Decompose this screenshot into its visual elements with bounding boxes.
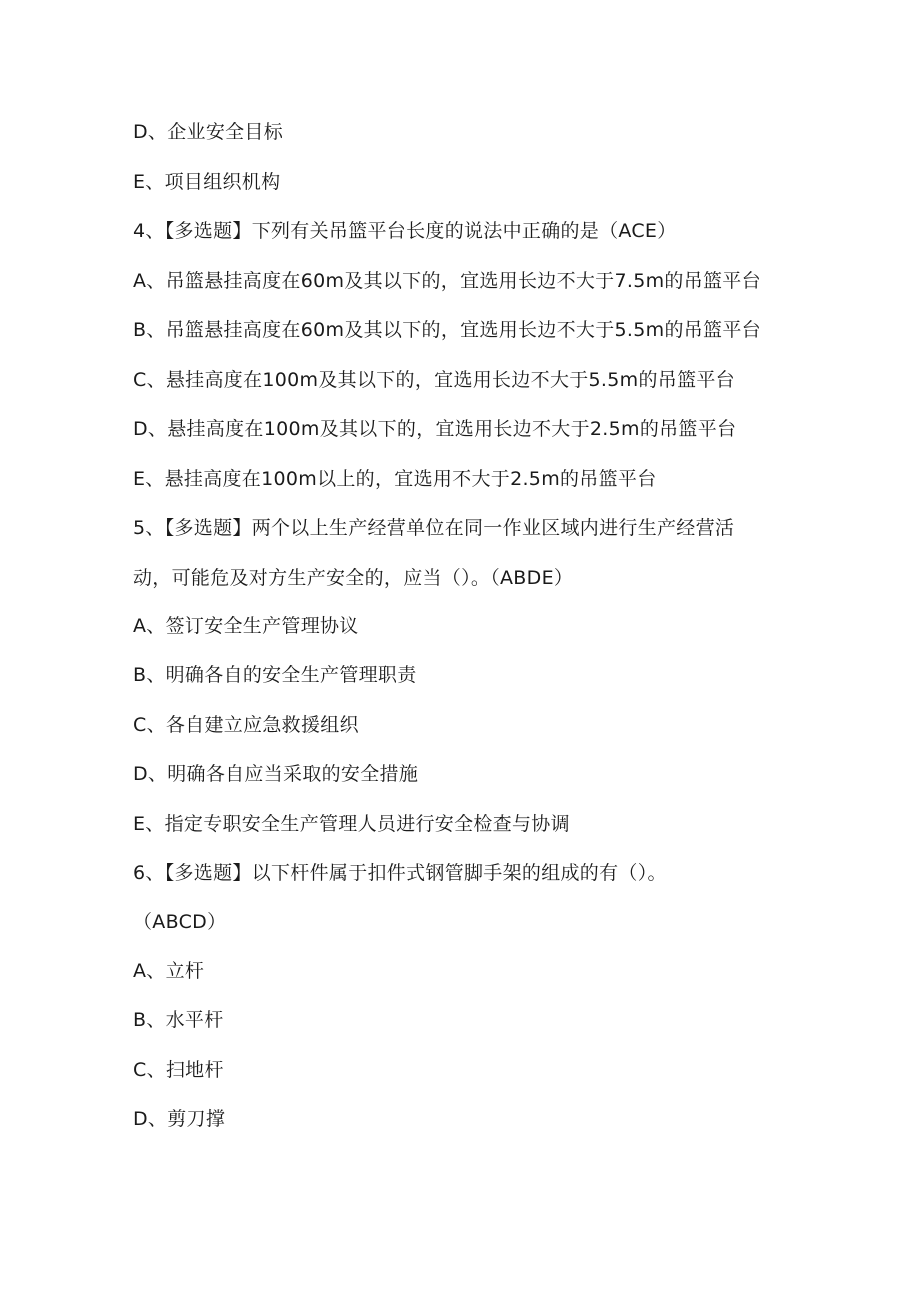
question-4-option-c: C、悬挂高度在100m及其以下的，宜选用长边不大于5.5m的吊篮平台	[133, 369, 735, 391]
question-6-option-d: D、剪刀撑	[133, 1108, 226, 1130]
question-6-option-b: B、水平杆	[133, 1009, 224, 1031]
option-e-line: E、项目组织机构	[133, 171, 281, 193]
question-4-option-b: B、吊篮悬挂高度在60m及其以下的，宜选用长边不大于5.5m的吊篮平台	[133, 319, 761, 341]
question-6-option-c: C、扫地杆	[133, 1059, 224, 1081]
question-4-line: 4、【多选题】下列有关吊篮平台长度的说法中正确的是（ACE）	[133, 220, 677, 242]
question-6-option-a: A、立杆	[133, 960, 205, 982]
question-5-option-e: E、指定专职安全生产管理人员进行安全检查与协调	[133, 813, 570, 835]
question-5-option-d: D、明确各自应当采取的安全措施	[133, 763, 419, 785]
question-4-option-e: E、悬挂高度在100m以上的，宜选用不大于2.5m的吊篮平台	[133, 468, 657, 490]
question-4-option-a: A、吊篮悬挂高度在60m及其以下的，宜选用长边不大于7.5m的吊篮平台	[133, 270, 761, 292]
question-5-option-a: A、签订安全生产管理协议	[133, 615, 359, 637]
question-5-line-2: 动，可能危及对方生产安全的，应当（）。（ABDE）	[133, 567, 574, 589]
option-d-line: D、企业安全目标	[133, 121, 284, 143]
question-6-line-1: 6、【多选题】以下杆件属于扣件式钢管脚手架的组成的有（）。	[133, 862, 667, 884]
question-5-option-b: B、明确各自的安全生产管理职责	[133, 664, 417, 686]
question-6-line-2: （ABCD）	[133, 911, 227, 933]
question-4-option-d: D、悬挂高度在100m及其以下的，宜选用长边不大于2.5m的吊篮平台	[133, 418, 737, 440]
question-5-line-1: 5、【多选题】两个以上生产经营单位在同一作业区域内进行生产经营活	[133, 517, 735, 539]
question-5-option-c: C、各自建立应急救援组织	[133, 714, 359, 736]
